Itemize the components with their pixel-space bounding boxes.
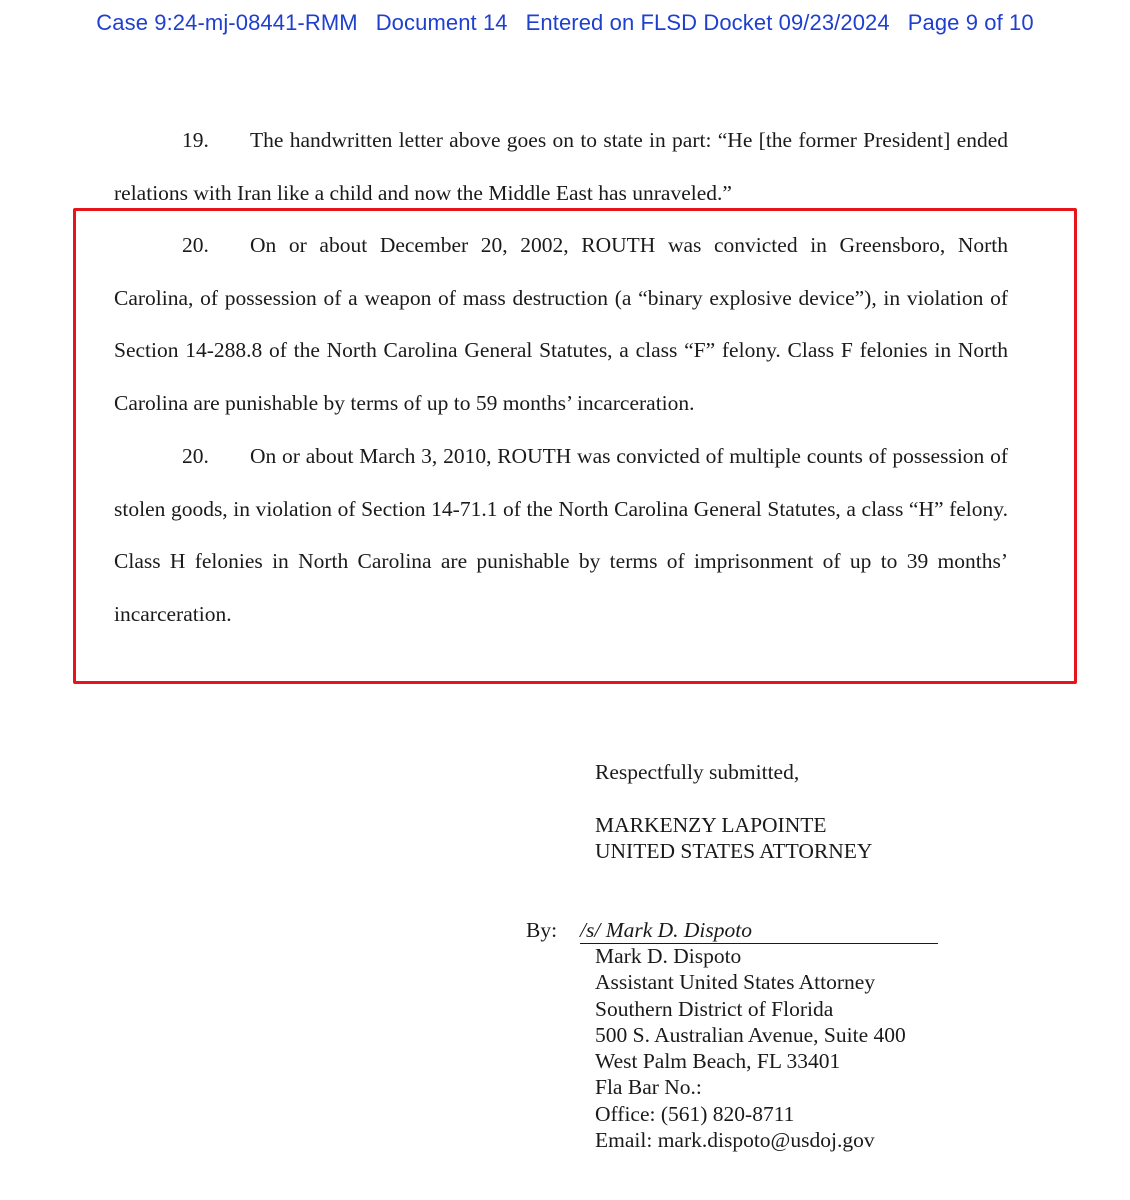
document-number: Document 14	[375, 10, 508, 35]
paragraph-19	[114, 114, 1008, 219]
signer-bar-number: Fla Bar No.:	[595, 1075, 702, 1100]
signer-name: Mark D. Dispoto	[595, 944, 742, 968]
signer-block	[595, 943, 906, 1153]
signature-line: /s/ Mark D. Dispoto	[580, 917, 938, 944]
attorney-name: MARKENZY LAPOINTE	[595, 813, 827, 837]
closing: Respectfully submitted,	[595, 760, 800, 784]
by-label: By:	[526, 918, 558, 942]
signer-title: Assistant United States Attorney	[595, 970, 876, 995]
paragraph-text: On or about December 20, 2002, ROUTH was convicted in Greensboro, North Carolina, of possession of a weapon of mass destruction (a “binary explosive device”), in violation of Section 14-288.8 of the North Carolina General Statutes, a class “F” felony. Class F felonies in North Carolina are punishable by terms of up to 59 months’ incarceration.	[114, 233, 1008, 416]
attorney-title: UNITED STATES ATTORNEY	[595, 839, 873, 864]
page-number: Page 9 of 10	[907, 10, 1034, 35]
us-attorney-block	[595, 812, 872, 865]
paragraph-text: The handwritten letter above goes on to state in part: “He [the former President] ended relations with Iran like a child and now the Middle East has unraveled.”	[114, 128, 1008, 205]
signer-email: Email: mark.dispoto@usdoj.gov	[595, 1128, 875, 1153]
paragraph-number: 20.	[182, 444, 209, 468]
paragraph-number: 20.	[182, 233, 209, 257]
signer-address-line-2: West Palm Beach, FL 33401	[595, 1049, 841, 1074]
paragraph-text: On or about March 3, 2010, ROUTH was convicted of multiple counts of possession of stolen goods, in violation of Section 14-71.1 of the North Carolina General Statutes, a class “H” felony. Class H felonies in North Carolina are punishable by terms of imprisonment of up to 39 months’ incarceration.	[114, 444, 1008, 627]
docket-entry: Entered on FLSD Docket 09/23/2024	[525, 10, 890, 35]
paragraph-20-first	[114, 219, 1008, 430]
signer-address-line-1: 500 S. Australian Avenue, Suite 400	[595, 1022, 906, 1047]
signer-office-phone: Office: (561) 820-8711	[595, 1101, 795, 1126]
paragraph-20-second	[114, 430, 1008, 641]
paragraph-number: 19.	[182, 128, 209, 152]
signer-district: Southern District of Florida	[595, 996, 834, 1021]
docket-header	[0, 10, 1130, 36]
case-number: Case 9:24-mj-08441-RMM	[96, 10, 358, 35]
